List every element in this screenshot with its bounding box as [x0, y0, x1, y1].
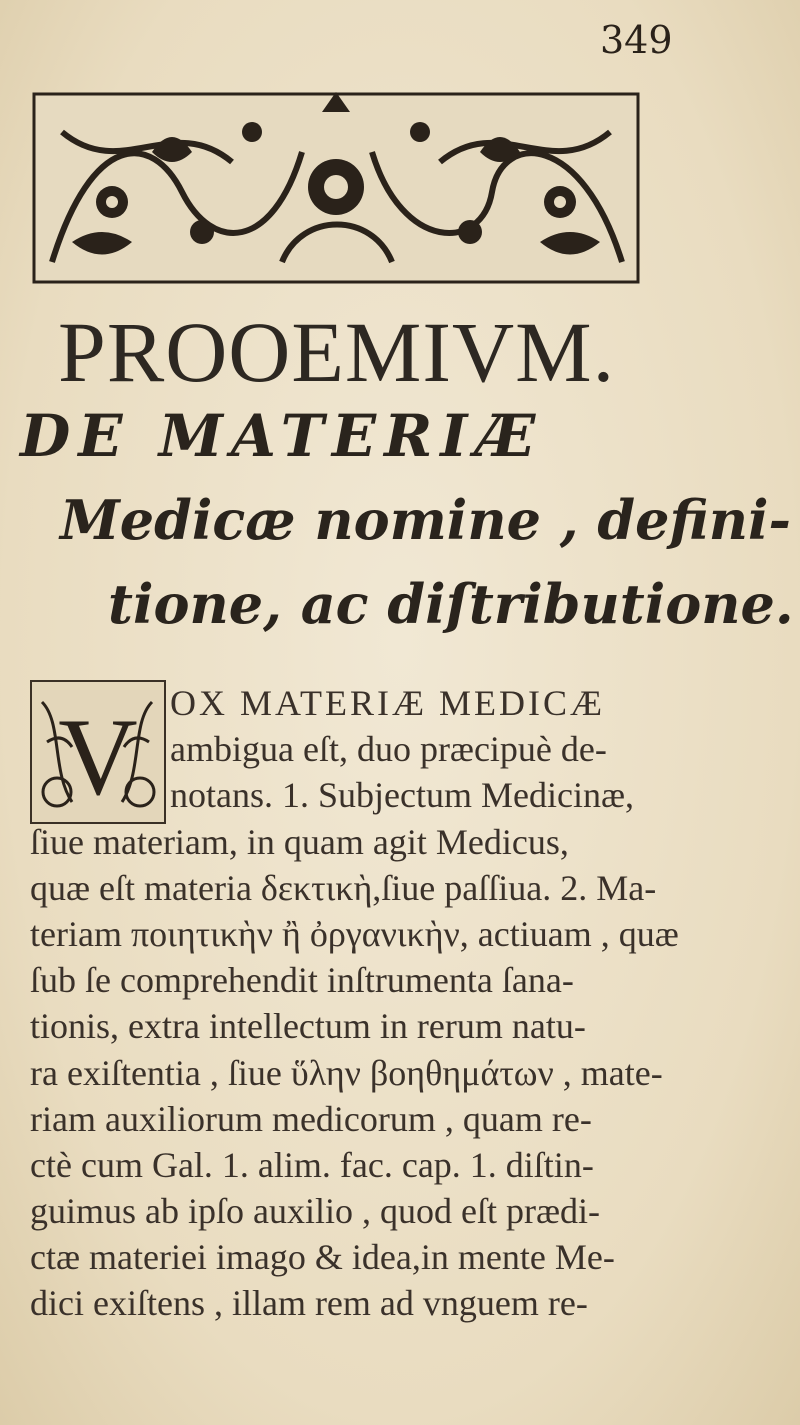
- body-line: ctè cum Gal. 1. alim. fac. cap. 1. diſtin-: [30, 1144, 594, 1185]
- body-text: [30, 680, 710, 1327]
- body-line: riam auxiliorum medicorum , quam re-: [30, 1098, 592, 1139]
- title-line-4: tione, ac diſtributione.: [108, 572, 794, 636]
- floral-headpiece-ornament: [32, 92, 640, 284]
- body-line: dici exiſtens , illam rem ad vnguem re-: [30, 1283, 588, 1324]
- body-line: ſub ſe comprehendit inſtrumenta ſana-: [30, 960, 574, 1001]
- title-main: PROOEMIVM.: [58, 304, 616, 400]
- body-line: guimus ab ipſo auxilio , quod eſt prædi-: [30, 1191, 600, 1232]
- title-line-2: DE MATERIÆ: [20, 402, 544, 470]
- body-line: ra exiſtentia , ſiue ὕλην βοηθημάτων , mate-: [30, 1052, 663, 1093]
- body-line: teriam ποιητικὴν ἢ ὀργανικὴν, actiuam , quæ: [30, 913, 679, 954]
- body-line: tionis, extra intellectum in rerum natu-: [30, 1006, 586, 1047]
- body-line: ctæ materiei imago & idea,in mente Me-: [30, 1237, 615, 1278]
- body-line: quæ eſt materia δεκτικὴ,ſiue paſſiua. 2. Ma-: [30, 867, 657, 908]
- body-line: ſiue materiam, in quam agit Medicus,: [30, 821, 569, 862]
- body-line: ambigua eſt, duo præcipuè de-: [170, 729, 607, 770]
- body-line: OX MATERIÆ MEDICÆ: [170, 683, 606, 723]
- page-number: 349: [600, 18, 673, 62]
- body-line: notans. 1. Subjectum Medicinæ,: [170, 775, 634, 816]
- title-line-3: Medicæ nomine , defini-: [60, 488, 791, 552]
- drop-cap-letter: V: [58, 696, 138, 818]
